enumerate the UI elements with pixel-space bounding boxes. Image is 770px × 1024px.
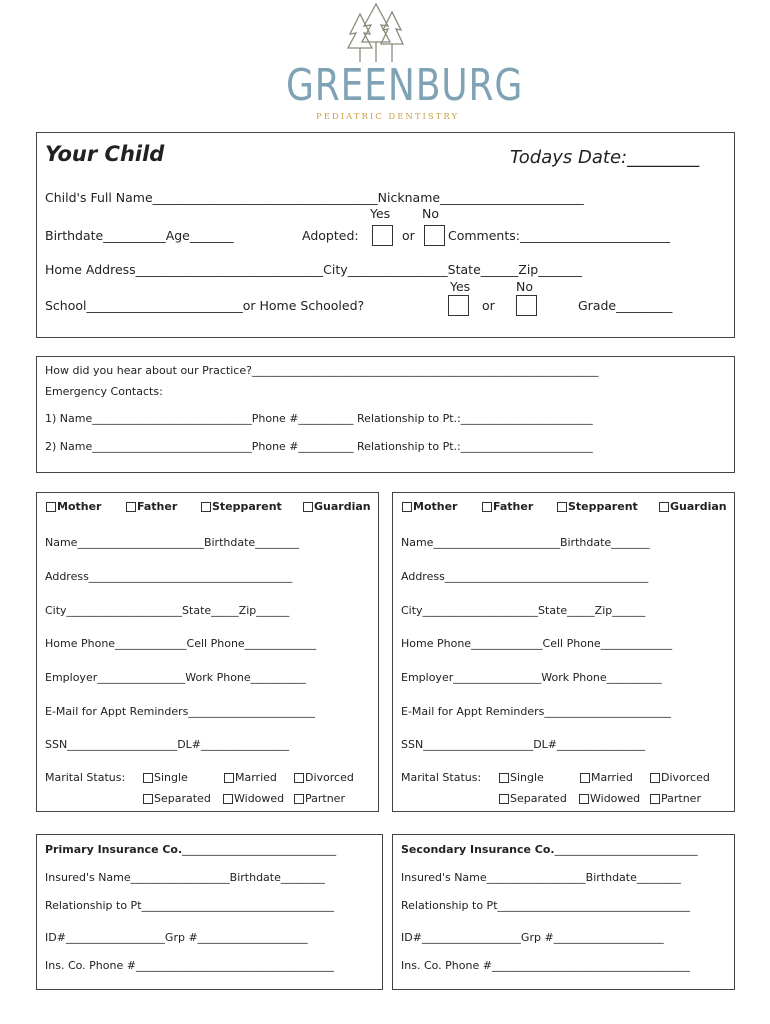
secondary-insurance-title-row[interactable] xyxy=(401,843,698,856)
guardian-checkbox[interactable] xyxy=(659,502,669,512)
adopted-or-label: or xyxy=(402,228,415,243)
separated-label: Separated xyxy=(510,792,567,805)
homeschool-or-label: or xyxy=(482,298,495,313)
widowed-label: Widowed xyxy=(590,792,641,805)
guardian-2-marital-label: Marital Status: xyxy=(401,771,482,784)
primary-id-group-field[interactable]: ID#__________________Grp #____________________ xyxy=(45,931,308,944)
married-label: Married xyxy=(235,771,277,784)
primary-insured-name-field[interactable]: Insured's Name__________________Birthdate________ xyxy=(45,871,325,884)
guardian-1-city-field[interactable]: City_____________________State_____Zip______ xyxy=(45,604,290,617)
logo-tagline: PEDIATRIC DENTISTRY xyxy=(316,112,460,122)
guardian-label: Guardian xyxy=(670,500,727,513)
tree-icon xyxy=(340,2,410,66)
emergency-contacts-label: Emergency Contacts: xyxy=(45,385,163,398)
father-label: Father xyxy=(137,500,178,513)
single-label: Single xyxy=(510,771,544,784)
homeschool-yes-checkbox[interactable] xyxy=(448,295,469,316)
partner-label: Partner xyxy=(305,792,345,805)
guardian-2-email-field[interactable]: E-Mail for Appt Reminders_______________________ xyxy=(401,705,671,718)
child-section-title: Your Child xyxy=(45,142,165,166)
partner-checkbox[interactable] xyxy=(294,794,304,804)
guardian-label: Guardian xyxy=(314,500,371,513)
guardian-1-ssn-field[interactable]: SSN____________________DL#________________ xyxy=(45,738,290,751)
guardian-1-marital-label: Marital Status: xyxy=(45,771,126,784)
adopted-label: Adopted: xyxy=(302,228,359,243)
secondary-relationship-field[interactable]: Relationship to Pt___________________________________ xyxy=(401,899,691,912)
secondary-insurance-line[interactable]: __________________________ xyxy=(554,843,698,856)
homeschool-yes-label: Yes xyxy=(450,279,471,294)
birthdate-age-field[interactable]: Birthdate__________Age_______ xyxy=(45,228,234,243)
todays-date-field[interactable]: Todays Date:________ xyxy=(510,147,700,168)
school-field[interactable]: School_________________________or Home Schooled? xyxy=(45,298,365,313)
hear-about-field[interactable]: How did you hear about our Practice?_______________________________________________________________ xyxy=(45,364,599,377)
adopted-yes-checkbox[interactable] xyxy=(372,225,393,246)
separated-label: Separated xyxy=(154,792,211,805)
secondary-insurance-title: Secondary Insurance Co. xyxy=(401,843,555,856)
widowed-label: Widowed xyxy=(234,792,285,805)
divorced-label: Divorced xyxy=(305,771,354,784)
guardian-1-employer-field[interactable]: Employer________________Work Phone__________ xyxy=(45,671,306,684)
single-checkbox[interactable] xyxy=(499,773,509,783)
primary-phone-field[interactable]: Ins. Co. Phone #____________________________________ xyxy=(45,959,334,972)
secondary-phone-field[interactable]: Ins. Co. Phone #____________________________________ xyxy=(401,959,690,972)
guardian-2-address-field[interactable]: Address_____________________________________ xyxy=(401,570,649,583)
mother-checkbox[interactable] xyxy=(46,502,56,512)
guardian-2-ssn-field[interactable]: SSN____________________DL#________________ xyxy=(401,738,646,751)
guardian-2-name-field[interactable]: Name_______________________Birthdate_______ xyxy=(401,536,650,549)
comments-field[interactable]: Comments:________________________ xyxy=(448,228,670,243)
married-checkbox[interactable] xyxy=(224,773,234,783)
widowed-checkbox[interactable] xyxy=(579,794,589,804)
adopted-yes-label: Yes xyxy=(370,206,391,221)
stepparent-label: Stepparent xyxy=(568,500,638,513)
father-checkbox[interactable] xyxy=(126,502,136,512)
married-label: Married xyxy=(591,771,633,784)
stepparent-checkbox[interactable] xyxy=(201,502,211,512)
guardian-2-employer-field[interactable]: Employer________________Work Phone__________ xyxy=(401,671,662,684)
guardian-1-phone-field[interactable]: Home Phone_____________Cell Phone_____________ xyxy=(45,637,317,650)
primary-insurance-title-row[interactable] xyxy=(45,843,336,856)
adopted-no-label: No xyxy=(422,206,439,221)
guardian-1-name-field[interactable]: Name_______________________Birthdate________ xyxy=(45,536,300,549)
primary-relationship-field[interactable]: Relationship to Pt___________________________________ xyxy=(45,899,335,912)
divorced-label: Divorced xyxy=(661,771,710,784)
emergency-contact-2-field[interactable]: 2) Name_____________________________Phone #__________ Relationship to Pt.:________________________ xyxy=(45,440,593,453)
adopted-no-checkbox[interactable] xyxy=(424,225,445,246)
primary-insurance-line[interactable]: ____________________________ xyxy=(182,843,337,856)
divorced-checkbox[interactable] xyxy=(650,773,660,783)
grade-field[interactable]: Grade_________ xyxy=(578,298,673,313)
guardian-2-phone-field[interactable]: Home Phone_____________Cell Phone_____________ xyxy=(401,637,673,650)
child-full-name-field[interactable]: Child's Full Name____________________________________Nickname_______________________ xyxy=(45,190,584,205)
separated-checkbox[interactable] xyxy=(143,794,153,804)
emergency-contact-1-field[interactable]: 1) Name_____________________________Phone #__________ Relationship to Pt.:________________________ xyxy=(45,412,593,425)
partner-label: Partner xyxy=(661,792,701,805)
single-label: Single xyxy=(154,771,188,784)
stepparent-checkbox[interactable] xyxy=(557,502,567,512)
divorced-checkbox[interactable] xyxy=(294,773,304,783)
mother-label: Mother xyxy=(413,500,458,513)
guardian-checkbox[interactable] xyxy=(303,502,313,512)
homeschool-no-checkbox[interactable] xyxy=(516,295,537,316)
stepparent-label: Stepparent xyxy=(212,500,282,513)
single-checkbox[interactable] xyxy=(143,773,153,783)
father-checkbox[interactable] xyxy=(482,502,492,512)
primary-insurance-title: Primary Insurance Co. xyxy=(45,843,183,856)
widowed-checkbox[interactable] xyxy=(223,794,233,804)
mother-checkbox[interactable] xyxy=(402,502,412,512)
logo-name: GREENBURG xyxy=(286,60,524,111)
separated-checkbox[interactable] xyxy=(499,794,509,804)
father-label: Father xyxy=(493,500,534,513)
mother-label: Mother xyxy=(57,500,102,513)
homeschool-no-label: No xyxy=(516,279,533,294)
guardian-2-city-field[interactable]: City_____________________State_____Zip______ xyxy=(401,604,646,617)
partner-checkbox[interactable] xyxy=(650,794,660,804)
married-checkbox[interactable] xyxy=(580,773,590,783)
secondary-id-group-field[interactable]: ID#__________________Grp #____________________ xyxy=(401,931,664,944)
home-address-field[interactable]: Home Address______________________________City________________State______Zip_______ xyxy=(45,262,582,277)
guardian-1-email-field[interactable]: E-Mail for Appt Reminders_______________________ xyxy=(45,705,315,718)
guardian-1-address-field[interactable]: Address_____________________________________ xyxy=(45,570,293,583)
secondary-insured-name-field[interactable]: Insured's Name__________________Birthdate________ xyxy=(401,871,681,884)
